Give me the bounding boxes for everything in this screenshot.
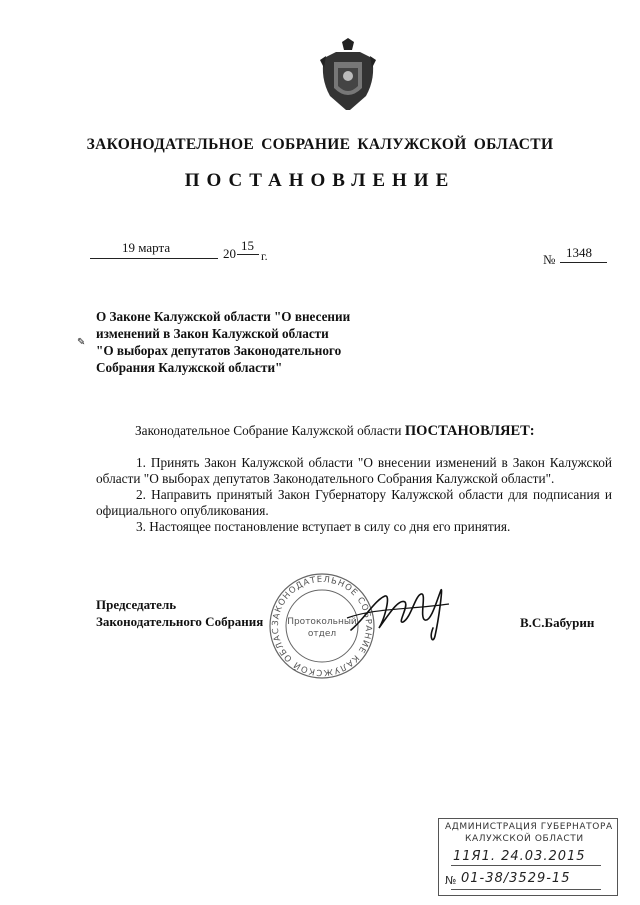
subject-line: "О выборах депутатов Законодательного [96,343,342,358]
registration-underline [451,865,601,866]
registration-line: КАЛУЖСКОЙ ОБЛАСТИ [465,834,584,844]
subject-line: О Законе Калужской области "О внесении [96,309,351,324]
number-underline [560,262,607,263]
coat-of-arms-emblem [316,38,380,114]
registration-stamp [438,818,618,896]
document-type-title: ПОСТАНОВЛЕНИЕ [184,170,456,191]
year-underline [237,254,259,255]
decree-item: 1. Принять Закон Калужской области "О внесении изменений в Закон Калужской области "О выборах депутатов Законодательного Собрания Калужской области". [96,455,612,486]
signer-position [96,596,263,630]
registration-number-sign: № [445,874,458,887]
date-year-prefix: 20 [223,246,236,261]
decree-item: 3. Настоящее постановление вступает в силу со дня его принятия. [136,519,511,534]
document-subject [96,308,350,376]
preamble [135,423,535,440]
date-underline [90,258,218,259]
preamble-text: Законодательное Собрание Калужской области [135,423,402,438]
subject-line: Собрания Калужской области" [96,360,283,375]
signer-position-line: Председатель [96,597,177,612]
registration-entry: 11Я1. 24.03.2015 [453,849,586,864]
registration-number: 01-38/3529-15 [461,871,571,886]
stamp-outer-text: ЗАКОНОДАТЕЛЬНОЕ СОБРАНИЕ КАЛУЖСКОЙ ОБЛАС [270,574,374,678]
preamble-decree-word: ПОСТАНОВЛЯЕТ: [404,423,535,439]
registration-line: АДМИНИСТРАЦИЯ ГУБЕРНАТОРА [445,822,613,832]
stamp-inner-line: Протокольный [287,617,357,627]
date-year-suffix: 15 [241,238,254,253]
date-year-mark: г. [261,249,268,263]
decree-items [96,455,612,535]
number-sign: № [543,252,556,267]
date-day-month: 19 марта [122,240,171,255]
handwritten-signature [345,578,455,648]
stamp-inner-line: отдел [307,629,337,639]
margin-mark: ✎ [77,337,86,348]
organization-title: ЗАКОНОДАТЕЛЬНОЕ СОБРАНИЕ КАЛУЖСКОЙ ОБЛАСТИ [86,136,554,153]
registration-underline [451,889,601,890]
signer-name: В.С.Бабурин [520,615,595,630]
subject-line: изменений в Закон Калужской области [96,326,329,341]
document-number: 1348 [566,245,592,260]
decree-item: 2. Направить принятый Закон Губернатору Калужской области для подписания и официального опубликования. [96,487,612,518]
signer-position-line: Законодательного Собрания [96,614,264,629]
